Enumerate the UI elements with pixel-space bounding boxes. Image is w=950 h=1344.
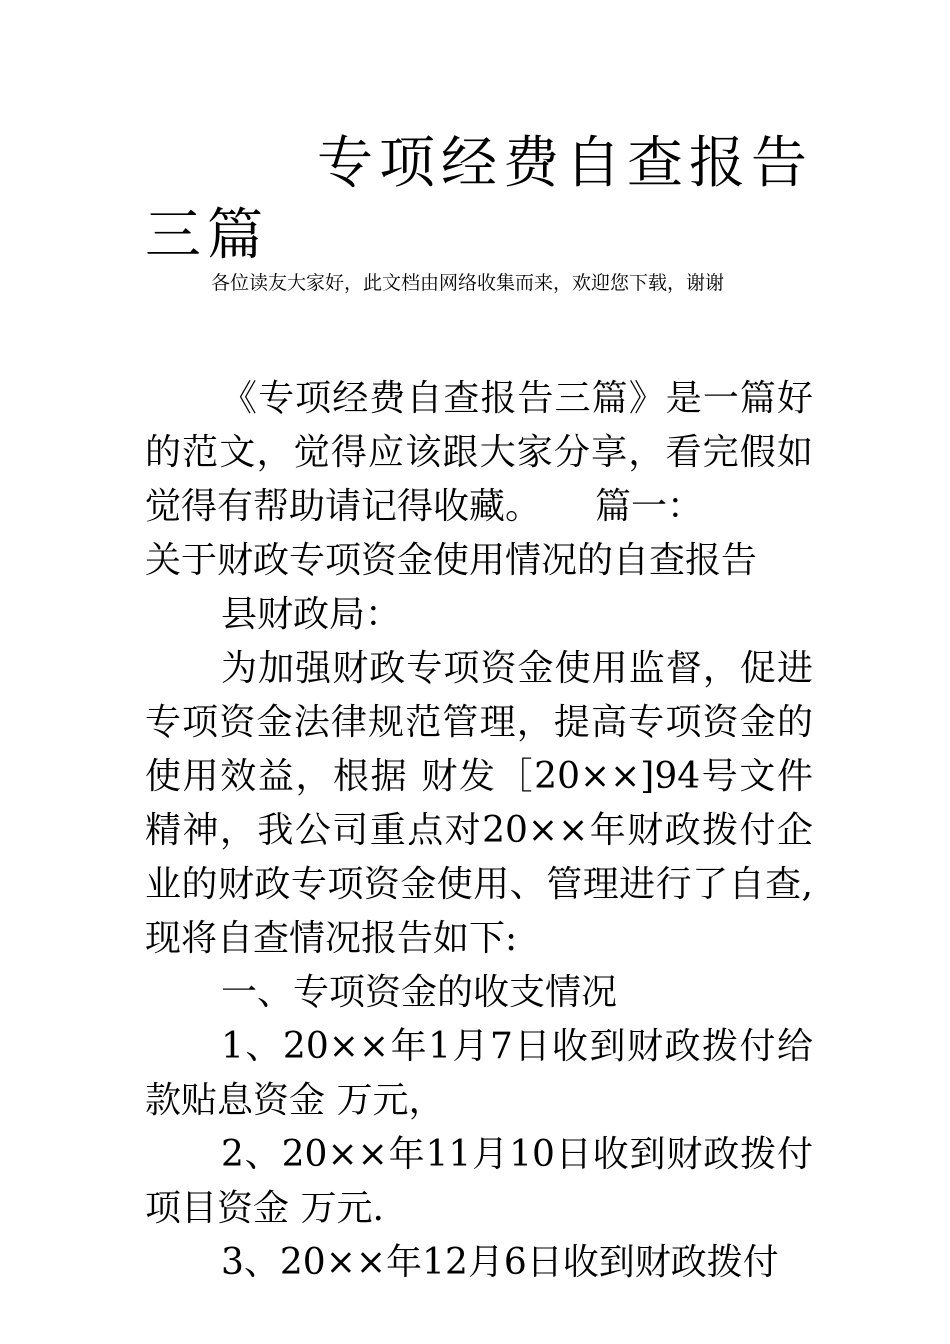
list-item: 1、20××年1月7日收到财政拨付给款贴息资金 万元，	[145, 1026, 813, 1121]
document-body	[145, 372, 813, 1290]
paragraph-purpose: 为加强财政专项资金使用监督，促进专项资金法律规范管理，提高专项资金的使用效益，根据 财发［20××]94号文件精神，我公司重点对20××年财政拨付企业的财政专项资金使用、管理进行了自查,现将自查情况报告如下:	[145, 648, 813, 959]
section-heading: 关于财政专项资金使用情况的自查报告	[145, 540, 758, 581]
intro-note: 各位读友大家好，此文档由网络收集而来，欢迎您下载，谢谢	[211, 272, 725, 294]
salutation: 县财政局：	[221, 594, 402, 635]
subheading-income: 一、专项资金的收支情况	[221, 972, 618, 1013]
list-item: 3、20××年12月6日收到财政拨付	[221, 1242, 779, 1283]
document-title: 专项经费自查报告三篇	[145, 131, 813, 268]
paragraph-summary: 《专项经费自查报告三篇》是一篇好的范文，觉得应该跟大家分享，看完假如觉得有帮助请记得收藏。 篇一：	[145, 378, 813, 527]
list-item: 2、20××年11月10日收到财政拨付项目资金 万元.	[145, 1134, 813, 1229]
